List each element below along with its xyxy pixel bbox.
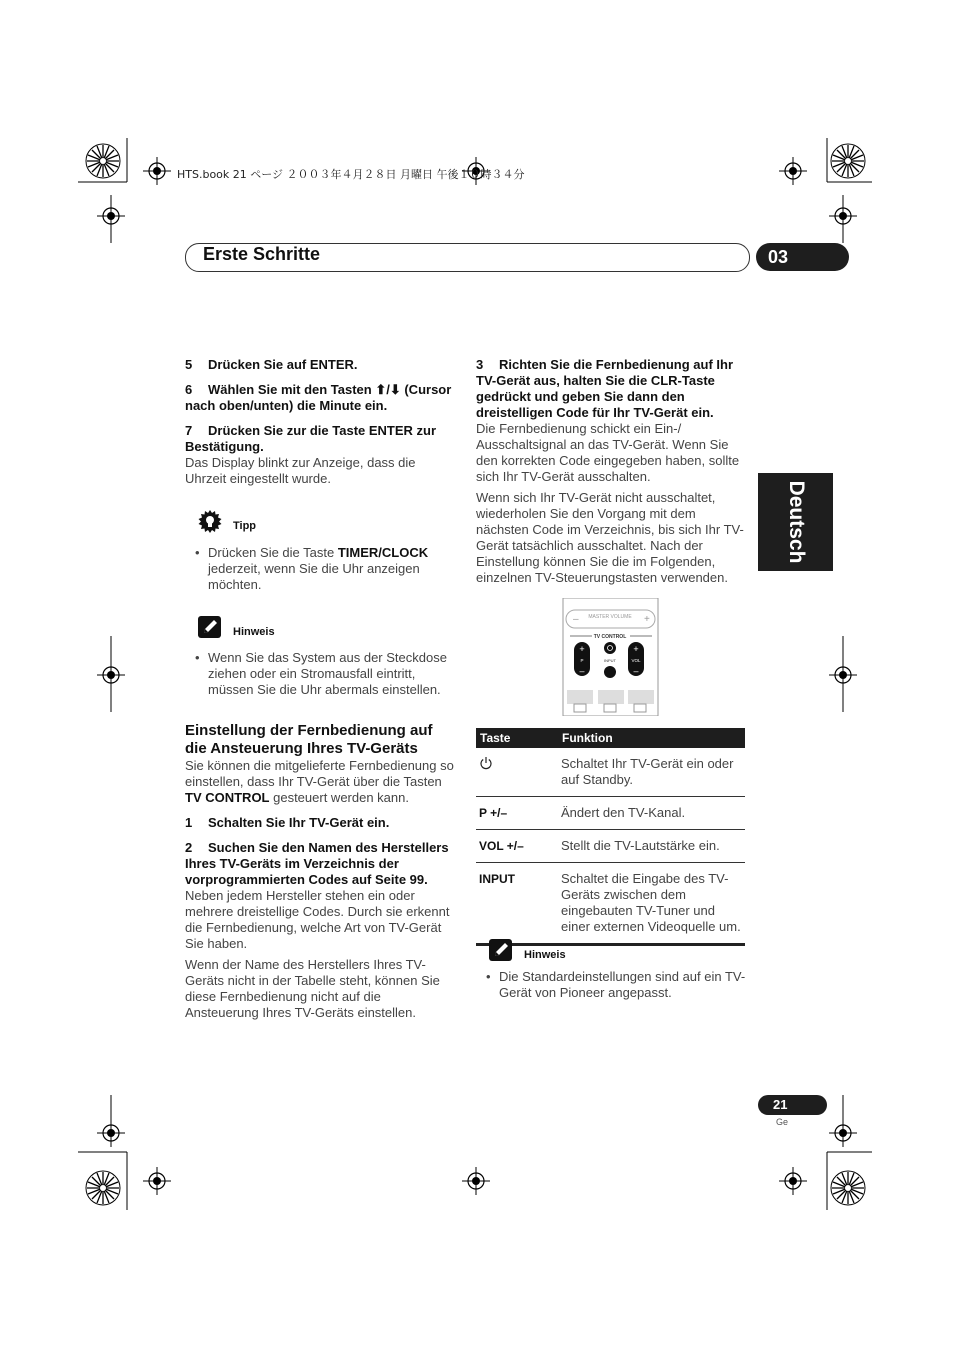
lightbulb-icon bbox=[197, 509, 223, 535]
remote-illustration bbox=[562, 598, 659, 716]
language-tab: Deutsch bbox=[758, 473, 833, 571]
step-1: 1 Schalten Sie Ihr TV-Gerät ein. bbox=[185, 815, 390, 830]
step-7: 7 Drücken Sie zur die Taste ENTER zur Bestätigung. bbox=[185, 423, 437, 454]
note-pencil-icon bbox=[197, 615, 223, 641]
step-5: 5 Drücken Sie auf ENTER. bbox=[185, 357, 358, 372]
svg-text:–: – bbox=[579, 666, 585, 676]
step-3-body-1: Die Fernbedienung schickt ein Ein-/ Ausschaltsignal an das TV-Gerät. Wenn Sie den korrekten Code eingegeben haben, sollte sich Ihr TV-Gerät ausschalten. bbox=[476, 421, 740, 484]
table-row: INPUT Schaltet die Eingabe des TV-Geräts zwischen dem eingebauten TV-Tuner und einer externen Videoquelle um. bbox=[476, 863, 745, 945]
left-column bbox=[185, 357, 457, 1021]
remote-tv-control: TV CONTROL bbox=[593, 634, 627, 640]
table-header-row bbox=[476, 728, 745, 748]
step-2-body-1: Neben jedem Hersteller stehen ein oder mehrere dreistellige Codes. Durch sie erkennt die Fernbedienung, welche Art von TV-Gerät Sie haben. bbox=[185, 888, 450, 951]
table-row: VOL +/– Stellt die TV-Lautstärke ein. bbox=[476, 830, 745, 863]
svg-text:+: + bbox=[633, 644, 639, 654]
right-hint bbox=[476, 938, 748, 1001]
chapter-number: 03 bbox=[756, 243, 849, 271]
table-row: P +/– Ändert den TV-Kanal. bbox=[476, 797, 745, 830]
hint-text: • Die Standardeinstellungen sind auf ein TV-Gerät von Pioneer angepasst. bbox=[476, 969, 748, 1001]
tip-text: • Drücken Sie die Taste TIMER/CLOCK jederzeit, wenn Sie die Uhr anzeigen möchten. bbox=[185, 545, 457, 593]
remote-input-button bbox=[604, 666, 616, 678]
table-row: Schaltet Ihr TV-Gerät ein oder auf Standby. bbox=[476, 748, 745, 797]
print-header: HTS.book 21 ページ ２００３年４月２８日 月曜日 午後１０時３４分 bbox=[177, 168, 525, 181]
table-header: Taste bbox=[476, 728, 558, 748]
svg-text:+: + bbox=[579, 644, 585, 654]
step-3-body-2: Wenn sich Ihr TV-Gerät nicht ausschaltet, wiederholen Sie den Vorgang mit dem nächsten Code im Verzeichnis, bis sich Ihr TV-Gerät tatsächlich ausschaltet. Nach der Einstellung können Sie die im Folgenden, einzelnen TV-Steuerungstasten verwenden. bbox=[476, 490, 744, 585]
remote-master-volume: MASTER VOLUME bbox=[588, 614, 632, 620]
svg-text:P: P bbox=[580, 658, 584, 663]
right-column bbox=[476, 357, 748, 586]
hint-header: Hinweis bbox=[185, 615, 457, 645]
table-header: Funktion bbox=[558, 728, 745, 748]
step-3: 3 Richten Sie die Fernbedienung auf Ihr TV-Gerät aus, halten Sie die CLR-Taste gedrückt und geben Sie dann den dreistelligen Code für Ihr TV-Gerät ein. bbox=[476, 357, 734, 420]
power-icon bbox=[479, 756, 493, 770]
step-2-body-2: Wenn der Name des Herstellers Ihres TV-Geräts nicht in der Tabelle steht, können Sie diese Fernbedienung nicht auf die Ansteuerung Ihres TV-Geräts einstellen. bbox=[185, 957, 440, 1020]
svg-text:+: + bbox=[644, 614, 650, 625]
function-table bbox=[476, 728, 745, 946]
section-title: Einstellung der Fernbedienung auf die Ansteuerung Ihres TV-Geräts bbox=[185, 722, 433, 757]
remote-power-button bbox=[604, 642, 616, 654]
hint-text: • Wenn Sie das System aus der Steckdose ziehen oder ein Stromausfall eintritt, müssen Sie die Uhr abermals einstellen. bbox=[185, 650, 457, 698]
svg-text:–: – bbox=[633, 666, 639, 676]
step-7-body: Das Display blinkt zur Anzeige, dass die Uhrzeit eingestellt wurde. bbox=[185, 455, 416, 486]
chapter-title: Erste Schritte bbox=[203, 244, 321, 264]
hint-header: Hinweis bbox=[476, 938, 748, 968]
section-intro: Sie können die mitgelieferte Fernbedienung so einstellen, dass Ihr TV-Gerät über die Tasten TV CONTROL gesteuert werden kann. bbox=[185, 758, 454, 805]
step-2: 2 Suchen Sie den Namen des Herstellers Ihres TV-Geräts im Verzeichnis der vorprogrammierten Codes auf Seite 99. bbox=[185, 840, 449, 887]
svg-text:VOL: VOL bbox=[631, 658, 641, 663]
tip-header: Tipp bbox=[185, 509, 457, 539]
note-pencil-icon bbox=[488, 938, 514, 964]
page-number: 21 bbox=[758, 1095, 827, 1115]
svg-text:INPUT: INPUT bbox=[604, 658, 616, 663]
svg-text:–: – bbox=[573, 614, 579, 625]
language-code: Ge bbox=[776, 1117, 789, 1127]
step-6: 6 Wählen Sie mit den Tasten ⬆/⬇ (Cursor nach oben/unten) die Minute ein. bbox=[185, 382, 452, 413]
